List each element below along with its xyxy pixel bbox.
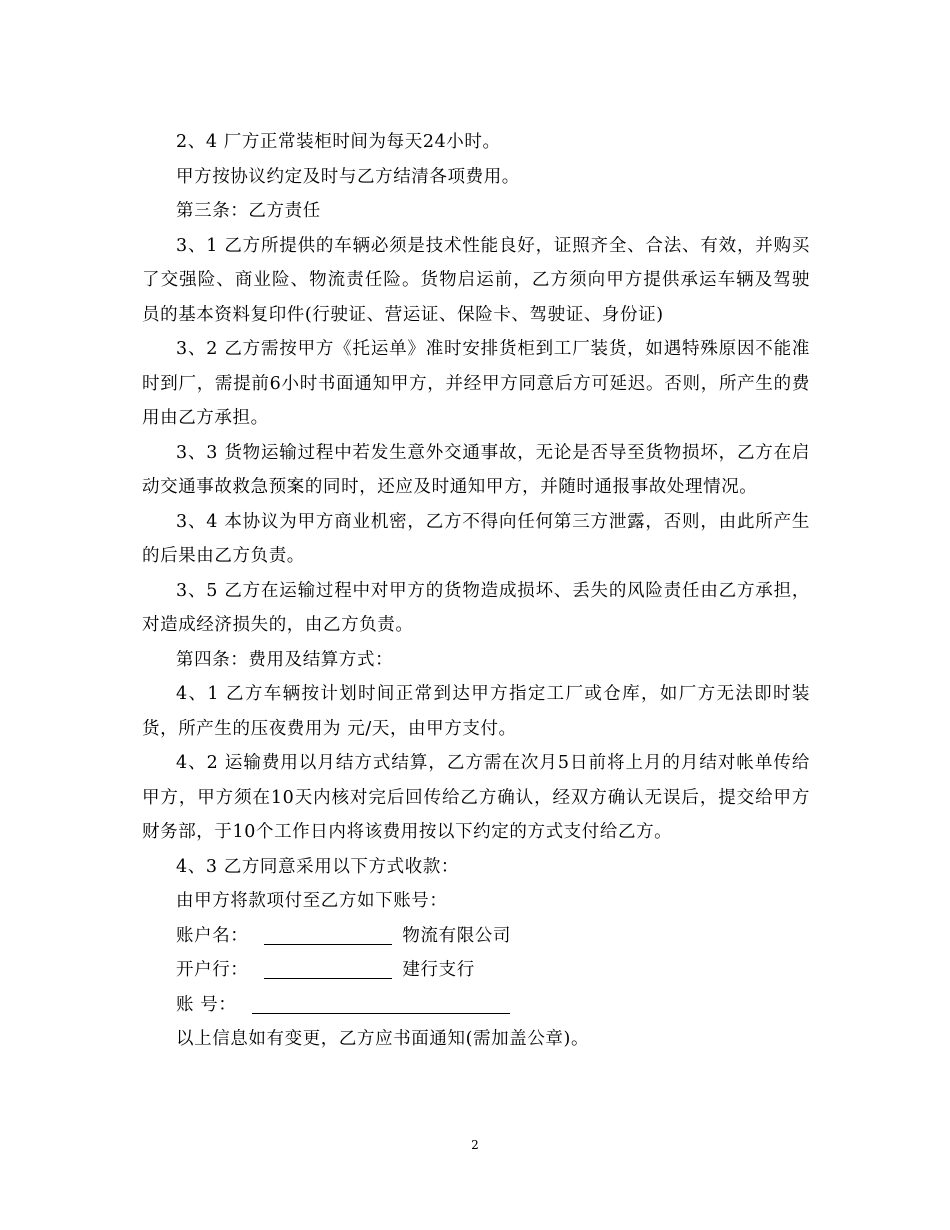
paragraph-4-1: 4、1 乙方车辆按计划时间正常到达甲方指定工厂或仓库，如厂方无法即时装货，所产生的压夜费用为 元/天，由甲方支付。 [142, 684, 810, 739]
bank-name-row [142, 953, 810, 988]
bank-name-blank [264, 960, 392, 979]
paragraph-4-2: 4、2 运输费用以月结方式结算，乙方需在次月5日前将上月的月结对帐单传给甲方，甲方须在10天内核对完后回传给乙方确认，经双方确认无误后，提交给甲方财务部，于10个工作日内将该费用按以下约定的方式支付给乙方。 [142, 753, 810, 842]
bank-name-suffix: 建行支行 [402, 960, 475, 980]
paragraph-settlement: 甲方按协议约定及时与乙方结清各项费用。 [176, 166, 520, 187]
account-name-suffix: 物流有限公司 [402, 925, 512, 946]
page-number: 2 [471, 1138, 479, 1152]
paragraph-3-2: 3、2 乙方需按甲方《托运单》准时安排货柜到工厂装货，如遇特殊原因不能准时到厂，需提前6小时书面通知甲方，并经甲方同意后方可延迟。否则，所产生的费用由乙方承担。 [142, 339, 810, 428]
paragraph-4-3: 4、3 乙方同意采用以下方式收款： [176, 856, 460, 877]
section-heading-article-3: 第三条：乙方责任 [176, 201, 321, 221]
bank-name-label: 开户行： [176, 960, 249, 980]
paragraph-3-1: 3、1 乙方所提供的车辆必须是技术性能良好，证照齐全、合法、有效，并购买了交强险、商业险、物流责任险。货物启运前，乙方须向甲方提供承运车辆及驾驶员的基本资料复印件(行驶证、营运证、保险卡、驾驶证、身份证) [142, 235, 810, 325]
paragraph-3-5: 3、5 乙方在运输过程中对甲方的货物造成损坏、丢失的风险责任由乙方承担，对造成经济损失的，由乙方负责。 [142, 580, 810, 635]
account-number-blank [252, 995, 510, 1014]
account-name-blank [264, 926, 392, 945]
document-body [142, 125, 810, 1057]
account-number-row [142, 988, 810, 1023]
section-heading-article-4: 第四条：费用及结算方式： [176, 649, 394, 670]
paragraph-payment-account-intro: 由甲方将款项付至乙方如下账号： [176, 891, 448, 911]
paragraph-2-4: 2、4 厂方正常装柜时间为每天24小时。 [176, 132, 501, 152]
paragraph-3-4: 3、4 本协议为甲方商业机密，乙方不得向任何第三方泄露，否则，由此所产生的后果由乙方负责。 [142, 511, 810, 566]
paragraph-3-3: 3、3 货物运输过程中若发生意外交通事故，无论是否导至货物损坏，乙方在启动交通事故救急预案的同时，还应及时通知甲方，并随时通报事故处理情况。 [142, 442, 810, 497]
account-number-label: 账 号： [176, 994, 237, 1015]
account-name-row [142, 919, 810, 954]
paragraph-closing-notice: 以上信息如有变更，乙方应书面通知(需加盖公章)。 [176, 1029, 590, 1049]
account-name-label: 账户名： [176, 925, 249, 946]
